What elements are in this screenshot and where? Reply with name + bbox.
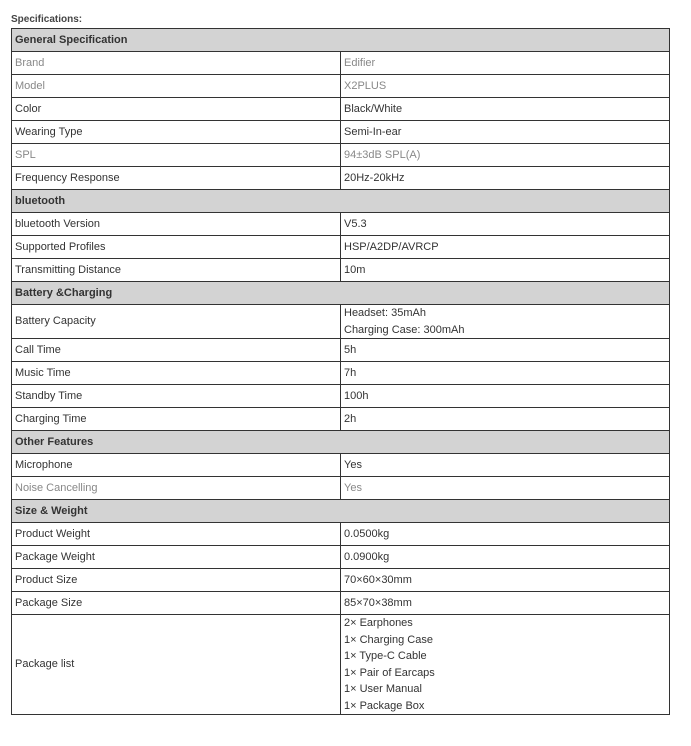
spec-value-line: Charging Case: 300mAh <box>344 323 465 336</box>
spec-value <box>341 305 670 339</box>
spec-value <box>341 236 670 259</box>
spec-value <box>341 339 670 362</box>
spec-row-transmitting-distance <box>12 259 670 282</box>
spec-label: Model <box>12 75 341 98</box>
spec-row-call-time <box>12 339 670 362</box>
spec-row-brand <box>12 52 670 75</box>
section-title: Battery &Charging <box>12 282 670 305</box>
spec-value-line: HSP/A2DP/AVRCP <box>344 240 439 253</box>
spec-label: Call Time <box>12 339 341 362</box>
spec-value-line: 0.0900kg <box>344 550 390 563</box>
spec-value-line: 94±3dB SPL(A) <box>344 148 421 161</box>
spec-value-line: 1× Charging Case <box>344 633 433 646</box>
spec-value-line: X2PLUS <box>344 79 387 92</box>
section-title: Size & Weight <box>12 500 670 523</box>
spec-value-line: Yes <box>344 458 362 471</box>
spec-value <box>341 546 670 569</box>
spec-label: Microphone <box>12 454 341 477</box>
spec-value-line: 2× Earphones <box>344 617 413 629</box>
spec-value-line: 7h <box>344 366 357 379</box>
spec-value <box>341 362 670 385</box>
spec-value-line: Edifier <box>344 56 376 69</box>
spec-value-line: 1× Pair of Earcaps <box>344 666 435 679</box>
spec-label: Music Time <box>12 362 341 385</box>
section-header-general-specification <box>12 29 670 52</box>
spec-label: Product Weight <box>12 523 341 546</box>
spec-label: Product Size <box>12 569 341 592</box>
spec-value-line: 0.0500kg <box>344 527 390 540</box>
spec-row-package-list <box>12 615 670 715</box>
spec-value-line: 1× Type-C Cable <box>344 650 427 662</box>
spec-label: SPL <box>12 144 341 167</box>
spec-value-line: Semi-In-ear <box>344 125 402 138</box>
spec-row-bluetooth-version <box>12 213 670 236</box>
section-title: Other Features <box>12 431 670 454</box>
spec-label: Battery Capacity <box>12 305 341 339</box>
spec-row-charging-time <box>12 408 670 431</box>
spec-value <box>341 167 670 190</box>
spec-value-line: Headset: 35mAh <box>344 307 426 319</box>
spec-row-color <box>12 98 670 121</box>
spec-label: Package Size <box>12 592 341 615</box>
spec-row-standby-time <box>12 385 670 408</box>
spec-value <box>341 569 670 592</box>
spec-label: Standby Time <box>12 385 341 408</box>
section-header-bluetooth <box>12 190 670 213</box>
spec-value-line: 10m <box>344 263 366 276</box>
page-title: Specifications: <box>11 14 83 25</box>
spec-row-package-weight <box>12 546 670 569</box>
spec-value <box>341 52 670 75</box>
spec-row-product-weight <box>12 523 670 546</box>
spec-label: Package list <box>12 615 341 715</box>
section-header-size-weight <box>12 500 670 523</box>
spec-value <box>341 144 670 167</box>
spec-value-line: 2h <box>344 412 357 425</box>
spec-label: Wearing Type <box>12 121 341 144</box>
spec-value <box>341 98 670 121</box>
spec-label: Frequency Response <box>12 167 341 190</box>
section-title: bluetooth <box>12 190 670 213</box>
spec-row-frequency-response <box>12 167 670 190</box>
spec-row-supported-profiles <box>12 236 670 259</box>
spec-value <box>341 615 670 715</box>
spec-value <box>341 121 670 144</box>
section-header-battery-charging <box>12 282 670 305</box>
spec-value <box>341 454 670 477</box>
spec-label: Charging Time <box>12 408 341 431</box>
spec-value <box>341 385 670 408</box>
spec-row-microphone <box>12 454 670 477</box>
spec-label: Supported Profiles <box>12 236 341 259</box>
spec-value-line: Black/White <box>344 102 403 115</box>
spec-row-wearing-type <box>12 121 670 144</box>
spec-value-line: 85×70×38mm <box>344 596 412 609</box>
spec-label: Color <box>12 98 341 121</box>
spec-value-line: 5h <box>344 343 357 356</box>
spec-value <box>341 477 670 500</box>
spec-row-product-size <box>12 569 670 592</box>
spec-row-battery-capacity <box>12 305 670 339</box>
spec-value-line: 100h <box>344 389 369 402</box>
spec-label: Transmitting Distance <box>12 259 341 282</box>
spec-value-line: 20Hz-20kHz <box>344 171 405 184</box>
spec-row-spl <box>12 144 670 167</box>
spec-row-model <box>12 75 670 98</box>
section-title: General Specification <box>12 29 670 52</box>
spec-label: Brand <box>12 52 341 75</box>
spec-label: Package Weight <box>12 546 341 569</box>
spec-value <box>341 408 670 431</box>
spec-value <box>341 213 670 236</box>
spec-label: bluetooth Version <box>12 213 341 236</box>
spec-table <box>11 28 670 715</box>
spec-value-line: Yes <box>344 481 362 494</box>
spec-value <box>341 592 670 615</box>
spec-value <box>341 75 670 98</box>
section-header-other-features <box>12 431 670 454</box>
spec-value-line: V5.3 <box>344 217 367 230</box>
spec-value-line: 70×60×30mm <box>344 573 412 586</box>
spec-row-music-time <box>12 362 670 385</box>
spec-value-line: 1× Package Box <box>344 699 425 712</box>
spec-label: Noise Cancelling <box>12 477 341 500</box>
spec-row-package-size <box>12 592 670 615</box>
spec-value <box>341 259 670 282</box>
spec-value-line: 1× User Manual <box>344 683 422 695</box>
spec-value <box>341 523 670 546</box>
spec-row-noise-cancelling <box>12 477 670 500</box>
